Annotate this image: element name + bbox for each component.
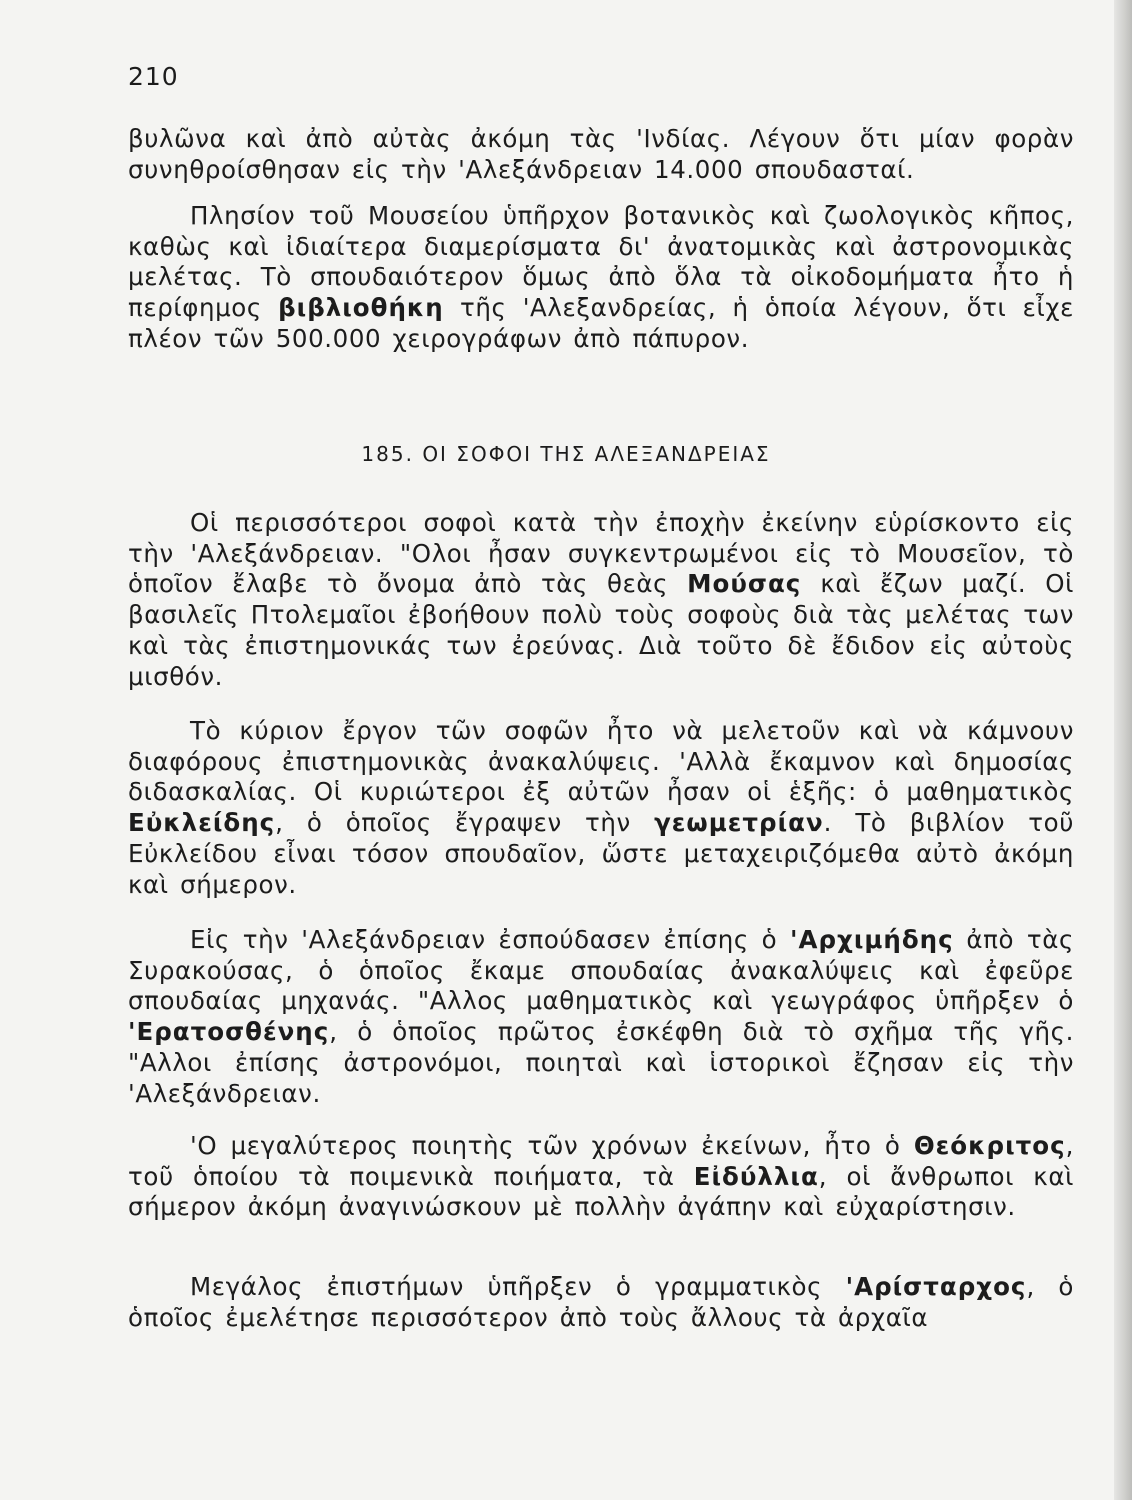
term-library: βιβλιοθήκη	[278, 293, 444, 323]
term-muses: Μούσας	[687, 569, 802, 599]
term-euclid: Εὐκλείδης	[128, 808, 276, 838]
page-edge-shadow	[1114, 0, 1132, 1500]
paragraph-theocritus: 'Ο μεγαλύτερος ποιητὴς τῶν χρόνων ἐκείνων, ἦτο ὁ Θεόκριτος, τοῦ ὁποίου τὰ ποιμενικὰ ποιήματα, τὰ Εἰδύλλια, οἱ ἄνθρωποι καὶ σήμερον ἀκόμη ἀναγινώσκουν μὲ πολλὴν ἀγάπην καὶ εὐχαρίστησιν.	[128, 1131, 1074, 1222]
paragraph-archimedes: Εἰς τὴν 'Αλεξάνδρειαν ἐσπούδασεν ἐπίσης ὁ 'Αρχιμήδης ἀπὸ τὰς Συρακούσας, ὁ ὁποῖος ἔκαμε σπουδαίας ἀνακαλύψεις καὶ ἐφεῦρε σπουδαίας μηχανάς. "Αλλος μαθηματικὸς καὶ γεωγράφος ὑπῆρξεν ὁ 'Ερατοσθένης, ὁ ὁποῖος πρῶτος ἐσκέφθη διὰ τὸ σχῆμα τῆς γῆς. "Αλλοι ἐπίσης ἀστρονόμοι, ποιηταὶ καὶ ἱστορικοὶ ἔζησαν εἰς τὴν 'Αλεξάνδρειαν.	[128, 925, 1074, 1108]
paragraph-library: Πλησίον τοῦ Μουσείου ὑπῆρχον βοτανικὸς καὶ ζωολογικὸς κῆπος, καθὼς καὶ ἰδιαίτερα διαμερίσματα δι' ἀνατομικὰς καὶ ἀστρονομικὰς μελέτας. Τὸ σπουδαιότερον ὅμως ἀπὸ ὅλα τὰ οἰκοδομήματα ἦτο ἡ περίφημος βιβλιοθήκη τῆς 'Αλεξανδρείας, ἡ ὁποία λέγουν, ὅτι εἶχε πλέον τῶν 500.000 χειρογράφων ἀπὸ πάπυρον.	[128, 201, 1074, 353]
term-eratosthenes: 'Ερατοσθένης	[128, 1017, 330, 1047]
section-heading	[0, 442, 1132, 466]
paragraph-euclid: Τὸ κύριον ἔργον τῶν σοφῶν ἦτο νὰ μελετοῦν καὶ νὰ κάμνουν διαφόρους ἐπιστημονικὰς ἀνακαλύψεις. 'Αλλὰ ἔκαμνον καὶ δημοσίας διδασκαλίας. Οἱ κυριώτεροι ἐξ αὐτῶν ἦσαν οἱ ἑξῆς: ὁ μαθηματικὸς Εὐκλείδης, ὁ ὁποῖος ἔγραψεν τὴν γεωμετρίαν. Τὸ βιβλίον τοῦ Εὐκλείδου εἶναι τόσον σπουδαῖον, ὥστε μεταχειριζόμεθα αὐτὸ ἀκόμη καὶ σήμερον.	[128, 716, 1075, 899]
term-aristarchus: 'Αρίσταρχος	[845, 1272, 1027, 1301]
paragraph-aristarchus: Μεγάλος ἐπιστήμων ὑπῆρξεν ὁ γραμματικὸς 'Αρίσταρχος, ὁ ὁποῖος ἐμελέτησε περισσότερον ἀπὸ τοὺς ἄλλους τὰ ἀρχαῖα	[128, 1272, 1074, 1332]
page-number: 210	[128, 62, 179, 91]
paragraph-scholars: Οἱ περισσότεροι σοφοὶ κατὰ τὴν ἐποχὴν ἐκείνην εὑρίσκοντο εἰς τὴν 'Αλεξάνδρειαν. "Ολοι ἦσαν συγκεντρωμένοι εἰς τὸ Μουσεῖον, τὸ ὁποῖον ἔλαβε τὸ ὄνομα ἀπὸ τὰς θεὰς Μούσας καὶ ἔζων μαζί. Οἱ βασιλεῖς Πτολεμαῖοι ἐβοήθουν πολὺ τοὺς σοφοὺς διὰ τὰς μελέτας των καὶ τὰς ἐπιστημονικάς των ἐρεύνας. Διὰ τοῦτο δὲ ἔδιδον εἰς αὐτοὺς μισθόν.	[128, 508, 1074, 691]
paragraph-continued: βυλῶνα καὶ ἀπὸ αὐτὰς ἀκόμη τὰς 'Ινδίας. Λέγουν ὅτι μίαν φορὰν συνηθροίσθησαν εἰς τὴν 'Αλεξάνδρειαν 14.000 σπουδασταί.	[128, 124, 1074, 184]
section-number: 185.	[361, 442, 414, 466]
term-idylls: Εἰδύλλια	[693, 1161, 819, 1191]
term-geometry: γεωμετρίαν	[654, 808, 824, 838]
term-archimedes: 'Αρχιμήδης	[790, 925, 954, 954]
term-theocritus: Θεόκριτος	[913, 1131, 1066, 1160]
section-title: ΟΙ ΣΟΦΟΙ ΤΗΣ ΑΛΕΞΑΝΔΡΕΙΑΣ	[422, 442, 771, 466]
